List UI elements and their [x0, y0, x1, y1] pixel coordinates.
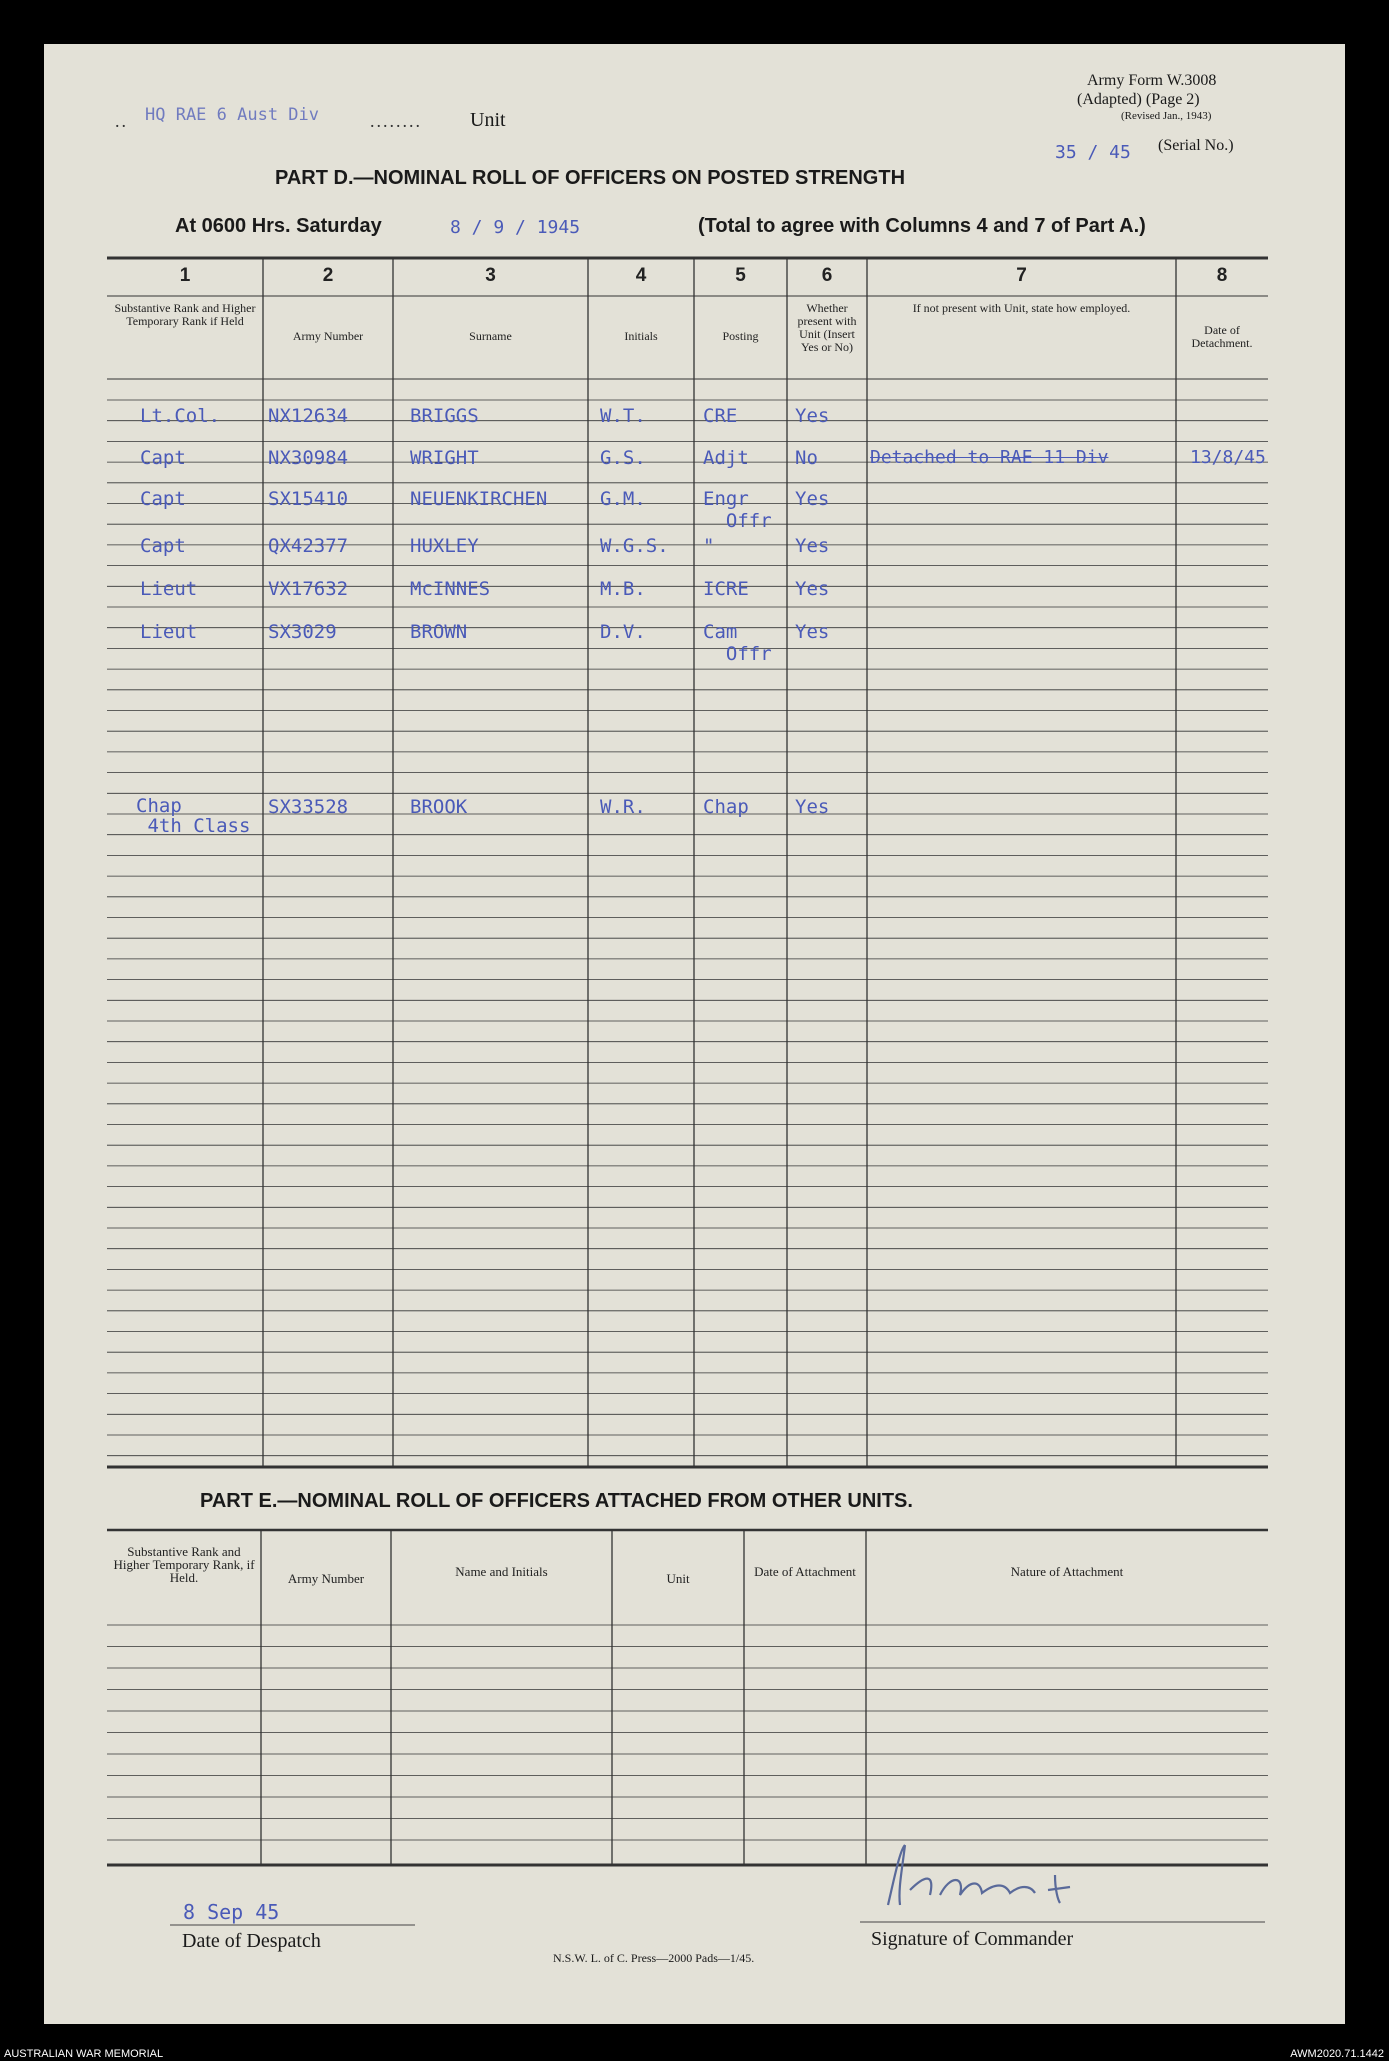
part-e-col-header: Name and Initials — [455, 1564, 548, 1579]
army-number-cell: SX15410 — [268, 488, 349, 510]
initials-cell: M.B. — [600, 578, 646, 600]
form-number: Army Form W.3008 — [1087, 72, 1217, 89]
part-d-col-header: Date of Detachment. — [1191, 323, 1253, 350]
army-number-cell: SX33528 — [268, 796, 349, 818]
total-note: (Total to agree with Columns 4 and 7 of Part A.) — [698, 215, 1146, 237]
surname-cell: NEUENKIRCHEN — [410, 488, 548, 510]
posting-cell: Adjt — [703, 447, 749, 469]
commander-signature — [870, 1835, 1130, 1915]
form-revised: (Revised Jan., 1943) — [1121, 110, 1212, 122]
despatch-label: Date of Despatch — [182, 1930, 321, 1952]
present-cell: Yes — [795, 578, 830, 600]
part-d-col-header: Whether present with Unit (Insert Yes or No) — [797, 301, 857, 354]
army-number-cell: QX42377 — [268, 535, 349, 557]
form-adapted: (Adapted) (Page 2) — [1077, 91, 1200, 108]
rank-cell: Chap 4th Class — [136, 795, 251, 837]
employed-cell: Detached to RAE 11 Div — [870, 447, 1109, 468]
part-e-col-header: Nature of Attachment — [1010, 1564, 1124, 1579]
initials-cell: W.R. — [600, 796, 646, 818]
rank-cell: Lieut — [140, 578, 198, 600]
press-note: N.S.W. L. of C. Press—2000 Pads—1/45. — [553, 1951, 755, 1965]
part-d-col-num: 5 — [735, 265, 746, 286]
part-e-col-header: Unit — [666, 1571, 690, 1586]
despatch-value: 8 Sep 45 — [183, 1900, 280, 1924]
initials-cell: W.T. — [600, 405, 646, 427]
part-d-title: PART D.—NOMINAL ROLL OF OFFICERS ON POSTED STRENGTH — [275, 167, 906, 189]
part-d-col-num: 8 — [1216, 265, 1228, 286]
part-e-col-header: Substantive Rank and Higher Temporary Rank, if Held. — [113, 1544, 255, 1585]
initials-cell: D.V. — [600, 621, 646, 643]
posting-cell: Chap — [703, 796, 749, 818]
unit-dots-2: ........ — [370, 111, 422, 131]
surname-cell: BRIGGS — [410, 405, 479, 427]
surname-cell: BROOK — [410, 796, 468, 818]
unit-label: Unit — [470, 109, 506, 131]
serial-value: 35 / 45 — [1055, 142, 1131, 163]
initials-cell: G.M. — [600, 488, 646, 510]
part-d-col-num: 6 — [821, 265, 833, 286]
part-d-col-num: 3 — [485, 265, 496, 286]
posting-cell: " — [703, 535, 715, 557]
part-d-col-num: 4 — [635, 265, 647, 286]
date-value: 8 / 9 / 1945 — [450, 217, 581, 238]
detachment-date-cell: 13/8/45 — [1190, 447, 1266, 468]
army-number-cell: NX30984 — [268, 447, 349, 469]
part-d-col-header: Posting — [722, 329, 759, 343]
army-number-cell: SX3029 — [268, 621, 337, 643]
part-e-col-header: Army Number — [287, 1571, 365, 1586]
part-e-col-header: Date of Attachment — [754, 1564, 856, 1579]
present-cell: Yes — [795, 535, 830, 557]
present-cell: Yes — [795, 621, 830, 643]
signature-label: Signature of Commander — [871, 1928, 1074, 1950]
part-d-col-header: Army Number — [292, 329, 364, 343]
rank-cell: Capt — [140, 447, 186, 469]
part-d-col-header: Initials — [624, 329, 658, 343]
surname-cell: WRIGHT — [410, 447, 479, 469]
posting-cell: Engr Offr — [703, 488, 772, 532]
present-cell: No — [795, 447, 818, 469]
army-number-cell: NX12634 — [268, 405, 349, 427]
part-d-col-num: 7 — [1016, 265, 1027, 286]
at-prefix: At 0600 Hrs. Saturday — [175, 215, 382, 237]
present-cell: Yes — [795, 488, 830, 510]
serial-label: (Serial No.) — [1158, 137, 1234, 154]
part-d-col-header: If not present with Unit, state how employed. — [912, 301, 1131, 315]
rank-cell: Capt — [140, 535, 186, 557]
present-cell: Yes — [795, 405, 830, 427]
part-d-col-header: Surname — [469, 329, 512, 343]
present-cell: Yes — [795, 796, 830, 818]
rank-cell: Lieut — [140, 621, 198, 643]
initials-cell: W.G.S. — [600, 535, 669, 557]
image-footer-left: AUSTRALIAN WAR MEMORIAL — [4, 2048, 164, 2060]
initials-cell: G.S. — [600, 447, 646, 469]
rank-cell: Capt — [140, 488, 186, 510]
image-footer-right: AWM2020.71.1442 — [1290, 2048, 1384, 2060]
surname-cell: McINNES — [410, 578, 491, 600]
image-footer-bar — [0, 2024, 1389, 2061]
part-d-col-num: 2 — [322, 265, 334, 286]
unit-value: HQ RAE 6 Aust Div — [145, 105, 319, 125]
surname-cell: HUXLEY — [410, 535, 479, 557]
part-e-title: PART E.—NOMINAL ROLL OF OFFICERS ATTACHED FROM OTHER UNITS. — [200, 1490, 913, 1512]
rank-cell: Lt.Col. — [140, 405, 221, 427]
posting-cell: CRE — [703, 405, 738, 427]
part-d-col-num: 1 — [179, 265, 191, 286]
part-d-col-header: Substantive Rank and Higher Temporary Rank if Held — [114, 301, 256, 328]
posting-cell: ICRE — [703, 578, 749, 600]
surname-cell: BROWN — [410, 621, 468, 643]
army-number-cell: VX17632 — [268, 578, 349, 600]
posting-cell: Cam Offr — [703, 621, 772, 665]
unit-dots: .. — [115, 111, 128, 131]
